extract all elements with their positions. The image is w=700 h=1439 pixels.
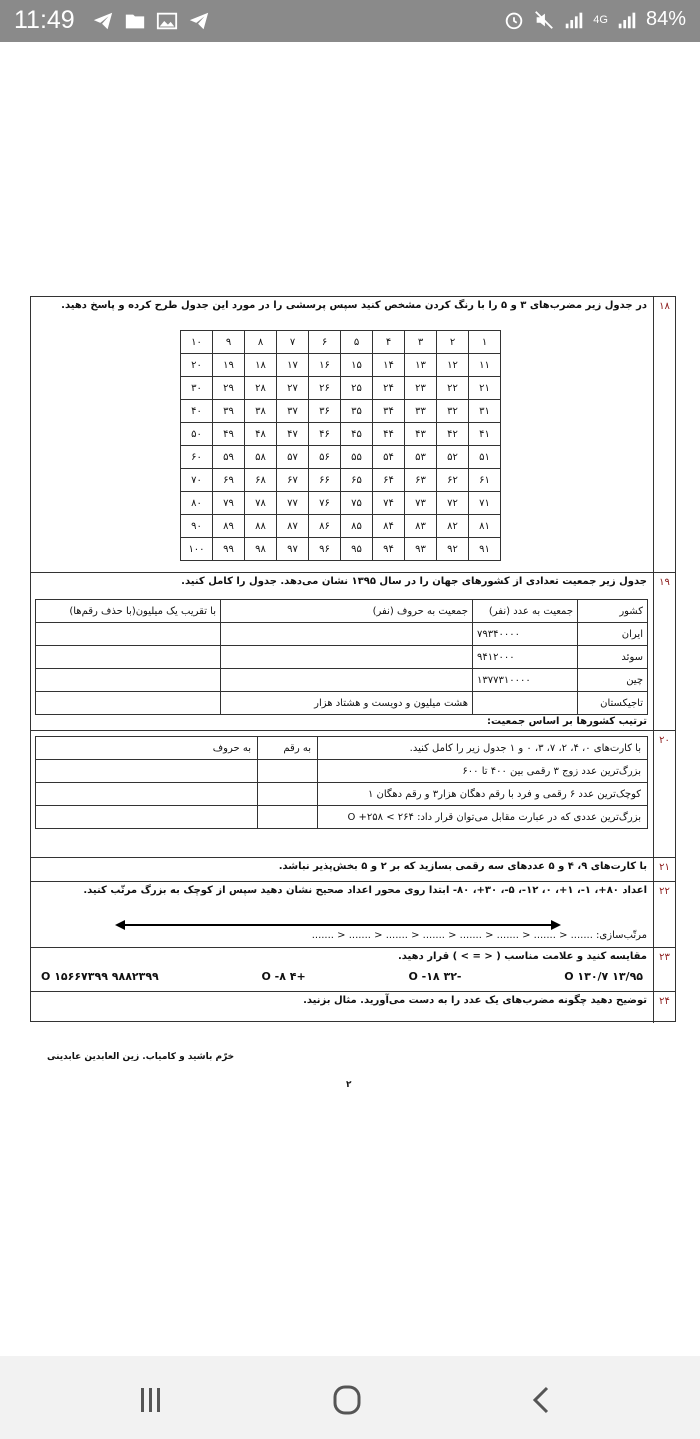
header-words: جمعیت به حروف (نفر) (221, 600, 473, 623)
table-cell: ۱۳۷۷۳۱۰۰۰۰ (473, 669, 578, 692)
grid-cell[interactable]: ۸۳ (405, 515, 437, 538)
table-cell[interactable] (258, 783, 318, 806)
grid-cell[interactable]: ۱ (469, 331, 501, 354)
grid-cell[interactable]: ۵۷ (277, 446, 309, 469)
grid-cell[interactable]: ۶۹ (213, 469, 245, 492)
grid-cell[interactable]: ۷۱ (469, 492, 501, 515)
grid-cell[interactable]: ۷۳ (405, 492, 437, 515)
grid-cell[interactable]: ۸۲ (437, 515, 469, 538)
grid-cell[interactable]: ۸۰ (181, 492, 213, 515)
grid-cell[interactable]: ۹۳ (405, 538, 437, 561)
grid-cell[interactable]: ۸۷ (277, 515, 309, 538)
number-line-arrow (115, 920, 561, 930)
grid-cell[interactable]: ۹۸ (245, 538, 277, 561)
table-cell[interactable] (36, 692, 221, 715)
grid-cell[interactable]: ۶۵ (341, 469, 373, 492)
table-row (36, 760, 648, 783)
question-text: اعداد ۸۰+، ۱-، ۱+، ۰، ۱۲-، ۵-، ۳۰+، ۸۰- ابتدا روی محور اعداد صحیح نشان دهید سپس از کوچک به بزرگ مرتّب کنید. (83, 885, 647, 896)
table-cell[interactable] (258, 806, 318, 829)
grid-cell[interactable]: ۹۴ (373, 538, 405, 561)
signal-icon (563, 9, 585, 31)
grid-cell[interactable]: ۹ (213, 331, 245, 354)
table-cell[interactable] (258, 760, 318, 783)
question-number: ۲۴ (653, 992, 675, 1023)
table-cell[interactable] (36, 646, 221, 669)
question-23 (31, 947, 675, 991)
grid-cell[interactable]: ۱۴ (373, 354, 405, 377)
folder-icon (124, 10, 146, 32)
question-number: ۲۰ (653, 731, 675, 857)
table-cell[interactable] (36, 783, 258, 806)
question-24 (31, 991, 675, 1023)
grid-cell[interactable]: ۳۵ (341, 400, 373, 423)
header-country: کشور (578, 600, 648, 623)
grid-row (181, 331, 501, 354)
grid-cell[interactable]: ۳ (405, 331, 437, 354)
home-icon[interactable] (327, 1384, 367, 1416)
grid-cell[interactable]: ۶۱ (469, 469, 501, 492)
grid-row (181, 423, 501, 446)
grid-cell[interactable]: ۱۷ (277, 354, 309, 377)
status-right (503, 8, 686, 31)
recent-apps-icon[interactable] (131, 1384, 171, 1416)
grid-cell[interactable]: ۳۸ (245, 400, 277, 423)
grid-cell[interactable]: ۲۹ (213, 377, 245, 400)
table-row (36, 737, 648, 760)
question-18 (31, 297, 675, 572)
grid-cell[interactable]: ۷ (277, 331, 309, 354)
grid-cell[interactable]: ۴ (373, 331, 405, 354)
table-cell: چین (578, 669, 648, 692)
table-header-row (36, 600, 648, 623)
grid-cell[interactable]: ۲۶ (309, 377, 341, 400)
question-20 (31, 730, 675, 857)
comparison-items (41, 970, 643, 983)
grid-cell[interactable]: ۵۶ (309, 446, 341, 469)
grid-cell[interactable]: ۳۷ (277, 400, 309, 423)
grid-cell[interactable]: ۳۹ (213, 400, 245, 423)
grid-cell[interactable]: ۲۷ (277, 377, 309, 400)
question-number: ۱۸ (653, 297, 675, 572)
grid-cell[interactable]: ۱۲ (437, 354, 469, 377)
table-cell: ایران (578, 623, 648, 646)
table-row (36, 646, 648, 669)
image-icon (156, 10, 178, 32)
grid-cell[interactable]: ۹۶ (309, 538, 341, 561)
grid-row (181, 400, 501, 423)
4g-signal-icon (616, 9, 638, 31)
table-row (36, 692, 648, 715)
grid-cell[interactable]: ۱۵ (341, 354, 373, 377)
grid-cell[interactable]: ۳۱ (469, 400, 501, 423)
mute-icon (533, 9, 555, 31)
header-rounded: با تقریب یک میلیون(با حذف رقم‌ها) (36, 600, 221, 623)
grid-cell[interactable]: ۴۲ (437, 423, 469, 446)
table-cell[interactable] (221, 669, 473, 692)
table-row (36, 623, 648, 646)
telegram-icon (92, 10, 114, 32)
table-cell[interactable] (36, 760, 258, 783)
grid-cell[interactable]: ۴۸ (245, 423, 277, 446)
grid-cell[interactable]: ۳۲ (437, 400, 469, 423)
grid-cell[interactable]: ۱۳ (405, 354, 437, 377)
grid-cell[interactable]: ۲۳ (405, 377, 437, 400)
table-cell: بزرگ‌ترین عدد زوج ۳ رقمی بین ۴۰۰ تا ۶۰۰ (318, 760, 648, 783)
navigation-bar (0, 1356, 700, 1439)
question-number: ۲۳ (653, 948, 675, 991)
grid-cell[interactable]: ۷۸ (245, 492, 277, 515)
grid-cell[interactable]: ۳۴ (373, 400, 405, 423)
comparison-item[interactable]: -۳۲ O -۱۸ (408, 970, 462, 983)
grid-cell[interactable]: ۵۵ (341, 446, 373, 469)
question-21 (31, 857, 675, 881)
grid-row (181, 446, 501, 469)
table-cell: هشت میلیون و دویست و هشتاد هزار (221, 692, 473, 715)
grid-cell[interactable]: ۴۶ (309, 423, 341, 446)
grid-cell[interactable]: ۱۰ (181, 331, 213, 354)
table-cell: به حروف (36, 737, 258, 760)
cards-table (35, 736, 648, 829)
grid-cell[interactable]: ۶۳ (405, 469, 437, 492)
grid-cell[interactable]: ۱۰۰ (181, 538, 213, 561)
table-cell[interactable] (473, 692, 578, 715)
grid-cell[interactable]: ۲۸ (245, 377, 277, 400)
grid-cell[interactable]: ۵۱ (469, 446, 501, 469)
question-text: مقایسه کنید و علامت مناسب ( < = > ) قرار دهید. (397, 951, 647, 962)
alarm-icon (503, 9, 525, 31)
table-cell: ۹۴۱۲۰۰۰ (473, 646, 578, 669)
table-row (36, 669, 648, 692)
grid-cell[interactable]: ۹۲ (437, 538, 469, 561)
sorting-blank: مرتّب‌سازی: ....... < ....... < ....... < ....... < ....... < ....... < ....... < ....... (311, 930, 647, 941)
grid-cell[interactable]: ۵۳ (405, 446, 437, 469)
grid-cell[interactable]: ۲۵ (341, 377, 373, 400)
grid-cell[interactable]: ۷۲ (437, 492, 469, 515)
grid-row (181, 492, 501, 515)
question-number: ۲۲ (653, 882, 675, 947)
table-cell: کوچک‌ترین عدد ۶ رقمی و فرد با رقم دهگان هزار۳ و رقم دهگان ۱ (318, 783, 648, 806)
grid-row (181, 354, 501, 377)
grid-cell[interactable]: ۴۵ (341, 423, 373, 446)
table-cell[interactable] (221, 646, 473, 669)
grid-cell[interactable]: ۴۰ (181, 400, 213, 423)
grid-cell[interactable]: ۶۴ (373, 469, 405, 492)
grid-row (181, 377, 501, 400)
comparison-item[interactable]: +۴ O -۸ (261, 970, 306, 983)
telegram-icon (188, 10, 210, 32)
grid-cell[interactable]: ۱۶ (309, 354, 341, 377)
grid-cell[interactable]: ۲ (437, 331, 469, 354)
table-cell[interactable] (221, 623, 473, 646)
notification-icons (92, 10, 210, 32)
table-cell: ۷۹۳۴۰۰۰۰ (473, 623, 578, 646)
grid-cell[interactable]: ۳۰ (181, 377, 213, 400)
table-cell: سوئد (578, 646, 648, 669)
grid-cell[interactable]: ۲۰ (181, 354, 213, 377)
grid-cell[interactable]: ۸۶ (309, 515, 341, 538)
grid-cell[interactable]: ۸۱ (469, 515, 501, 538)
question-text: جدول زیر جمعیت تعدادی از کشورهای جهان را در سال ۱۳۹۵ نشان می‌دهد. جدول را کامل کنید. (181, 576, 647, 587)
grid-cell[interactable]: ۶۶ (309, 469, 341, 492)
exam-page (30, 296, 676, 1022)
table-row (36, 806, 648, 829)
grid-cell[interactable]: ۲۴ (373, 377, 405, 400)
table-cell: با کارت‌های ۰، ۴، ۲، ۷، ۳، ۰ و ۱ جدول زیر را کامل کنید. (318, 737, 648, 760)
grid-cell[interactable]: ۷۷ (277, 492, 309, 515)
status-time: 11:49 (14, 6, 75, 34)
grid-cell[interactable]: ۷۵ (341, 492, 373, 515)
grid-cell[interactable]: ۹۱ (469, 538, 501, 561)
teacher-signature: خرّم باشید و کامیاب. زین العابدین عابدینی (47, 1052, 235, 1062)
question-22 (31, 881, 675, 947)
grid-cell[interactable]: ۴۷ (277, 423, 309, 446)
table-cell: تاجیکستان (578, 692, 648, 715)
back-icon[interactable] (523, 1384, 563, 1416)
table-cell: بزرگ‌ترین عددی که در عبارت مقابل می‌توان قرار داد: ۲۶۴ > O +۲۵۸ (318, 806, 648, 829)
page-number: ۲ (346, 1080, 352, 1090)
multiplication-grid (180, 330, 501, 561)
population-table (35, 599, 648, 715)
grid-row (181, 538, 501, 561)
network-type: 4G (593, 13, 608, 26)
table-cell[interactable] (36, 669, 221, 692)
grid-cell[interactable]: ۵۰ (181, 423, 213, 446)
question-number: ۱۹ (653, 573, 675, 730)
question-number: ۲۱ (653, 858, 675, 881)
grid-cell[interactable]: ۷۶ (309, 492, 341, 515)
grid-cell[interactable]: ۶۰ (181, 446, 213, 469)
grid-cell[interactable]: ۸۸ (245, 515, 277, 538)
grid-cell[interactable]: ۹۹ (213, 538, 245, 561)
grid-cell[interactable]: ۸ (245, 331, 277, 354)
status-bar (0, 0, 700, 42)
table-cell[interactable] (36, 806, 258, 829)
header-number: جمعیت به عدد (نفر) (473, 600, 578, 623)
table-cell[interactable] (36, 623, 221, 646)
grid-cell[interactable]: ۷۹ (213, 492, 245, 515)
grid-cell[interactable]: ۶ (309, 331, 341, 354)
question-text: در جدول زیر مضرب‌های ۳ و ۵ را با رنگ کردن مشخص کنید سپس پرسشی را در مورد این جدول طرح کرده و پاسخ دهید. (61, 300, 647, 311)
grid-cell[interactable]: ۴۳ (405, 423, 437, 446)
question-text: با کارت‌های ۹، ۴ و ۵ عددهای سه رقمی بسازید که بر ۲ و ۵ بخش‌پذیر نباشد. (278, 861, 647, 872)
grid-cell[interactable]: ۹۵ (341, 538, 373, 561)
grid-cell[interactable]: ۸۴ (373, 515, 405, 538)
grid-cell[interactable]: ۹۰ (181, 515, 213, 538)
grid-cell[interactable]: ۷۴ (373, 492, 405, 515)
grid-cell[interactable]: ۵ (341, 331, 373, 354)
battery-level: 84% (645, 8, 686, 30)
grid-cell[interactable]: ۱۹ (213, 354, 245, 377)
comparison-item[interactable]: ۹۸۸۲۳۹۹ O ۱۵۶۶۷۳۹۹ (41, 970, 159, 983)
comparison-item[interactable]: ۱۳/۹۵ O ۱۳۰/۷ (564, 970, 643, 983)
grid-cell[interactable]: ۳۳ (405, 400, 437, 423)
table-cell: به رقم (258, 737, 318, 760)
grid-cell[interactable]: ۴۴ (373, 423, 405, 446)
grid-cell[interactable]: ۵۹ (213, 446, 245, 469)
grid-cell[interactable]: ۵۲ (437, 446, 469, 469)
grid-cell[interactable]: ۲۱ (469, 377, 501, 400)
grid-cell[interactable]: ۵۴ (373, 446, 405, 469)
grid-cell[interactable]: ۴۹ (213, 423, 245, 446)
grid-cell[interactable]: ۴۱ (469, 423, 501, 446)
grid-cell[interactable]: ۱۱ (469, 354, 501, 377)
grid-cell[interactable]: ۷۰ (181, 469, 213, 492)
grid-cell[interactable]: ۶۸ (245, 469, 277, 492)
grid-row (181, 515, 501, 538)
grid-cell[interactable]: ۲۲ (437, 377, 469, 400)
grid-cell[interactable]: ۵۸ (245, 446, 277, 469)
grid-cell[interactable]: ۶۷ (277, 469, 309, 492)
population-order-label: ترتیب کشورها بر اساس جمعیت: (486, 716, 647, 727)
grid-cell[interactable]: ۸۹ (213, 515, 245, 538)
grid-cell[interactable]: ۸۵ (341, 515, 373, 538)
table-row (36, 783, 648, 806)
grid-cell[interactable]: ۱۸ (245, 354, 277, 377)
question-19 (31, 572, 675, 730)
grid-cell[interactable]: ۹۷ (277, 538, 309, 561)
question-text: توضیح دهید چگونه مضرب‌های یک عدد را به دست می‌آورید. مثال بزنید. (303, 995, 647, 1006)
grid-cell[interactable]: ۶۲ (437, 469, 469, 492)
grid-cell[interactable]: ۳۶ (309, 400, 341, 423)
grid-row (181, 469, 501, 492)
